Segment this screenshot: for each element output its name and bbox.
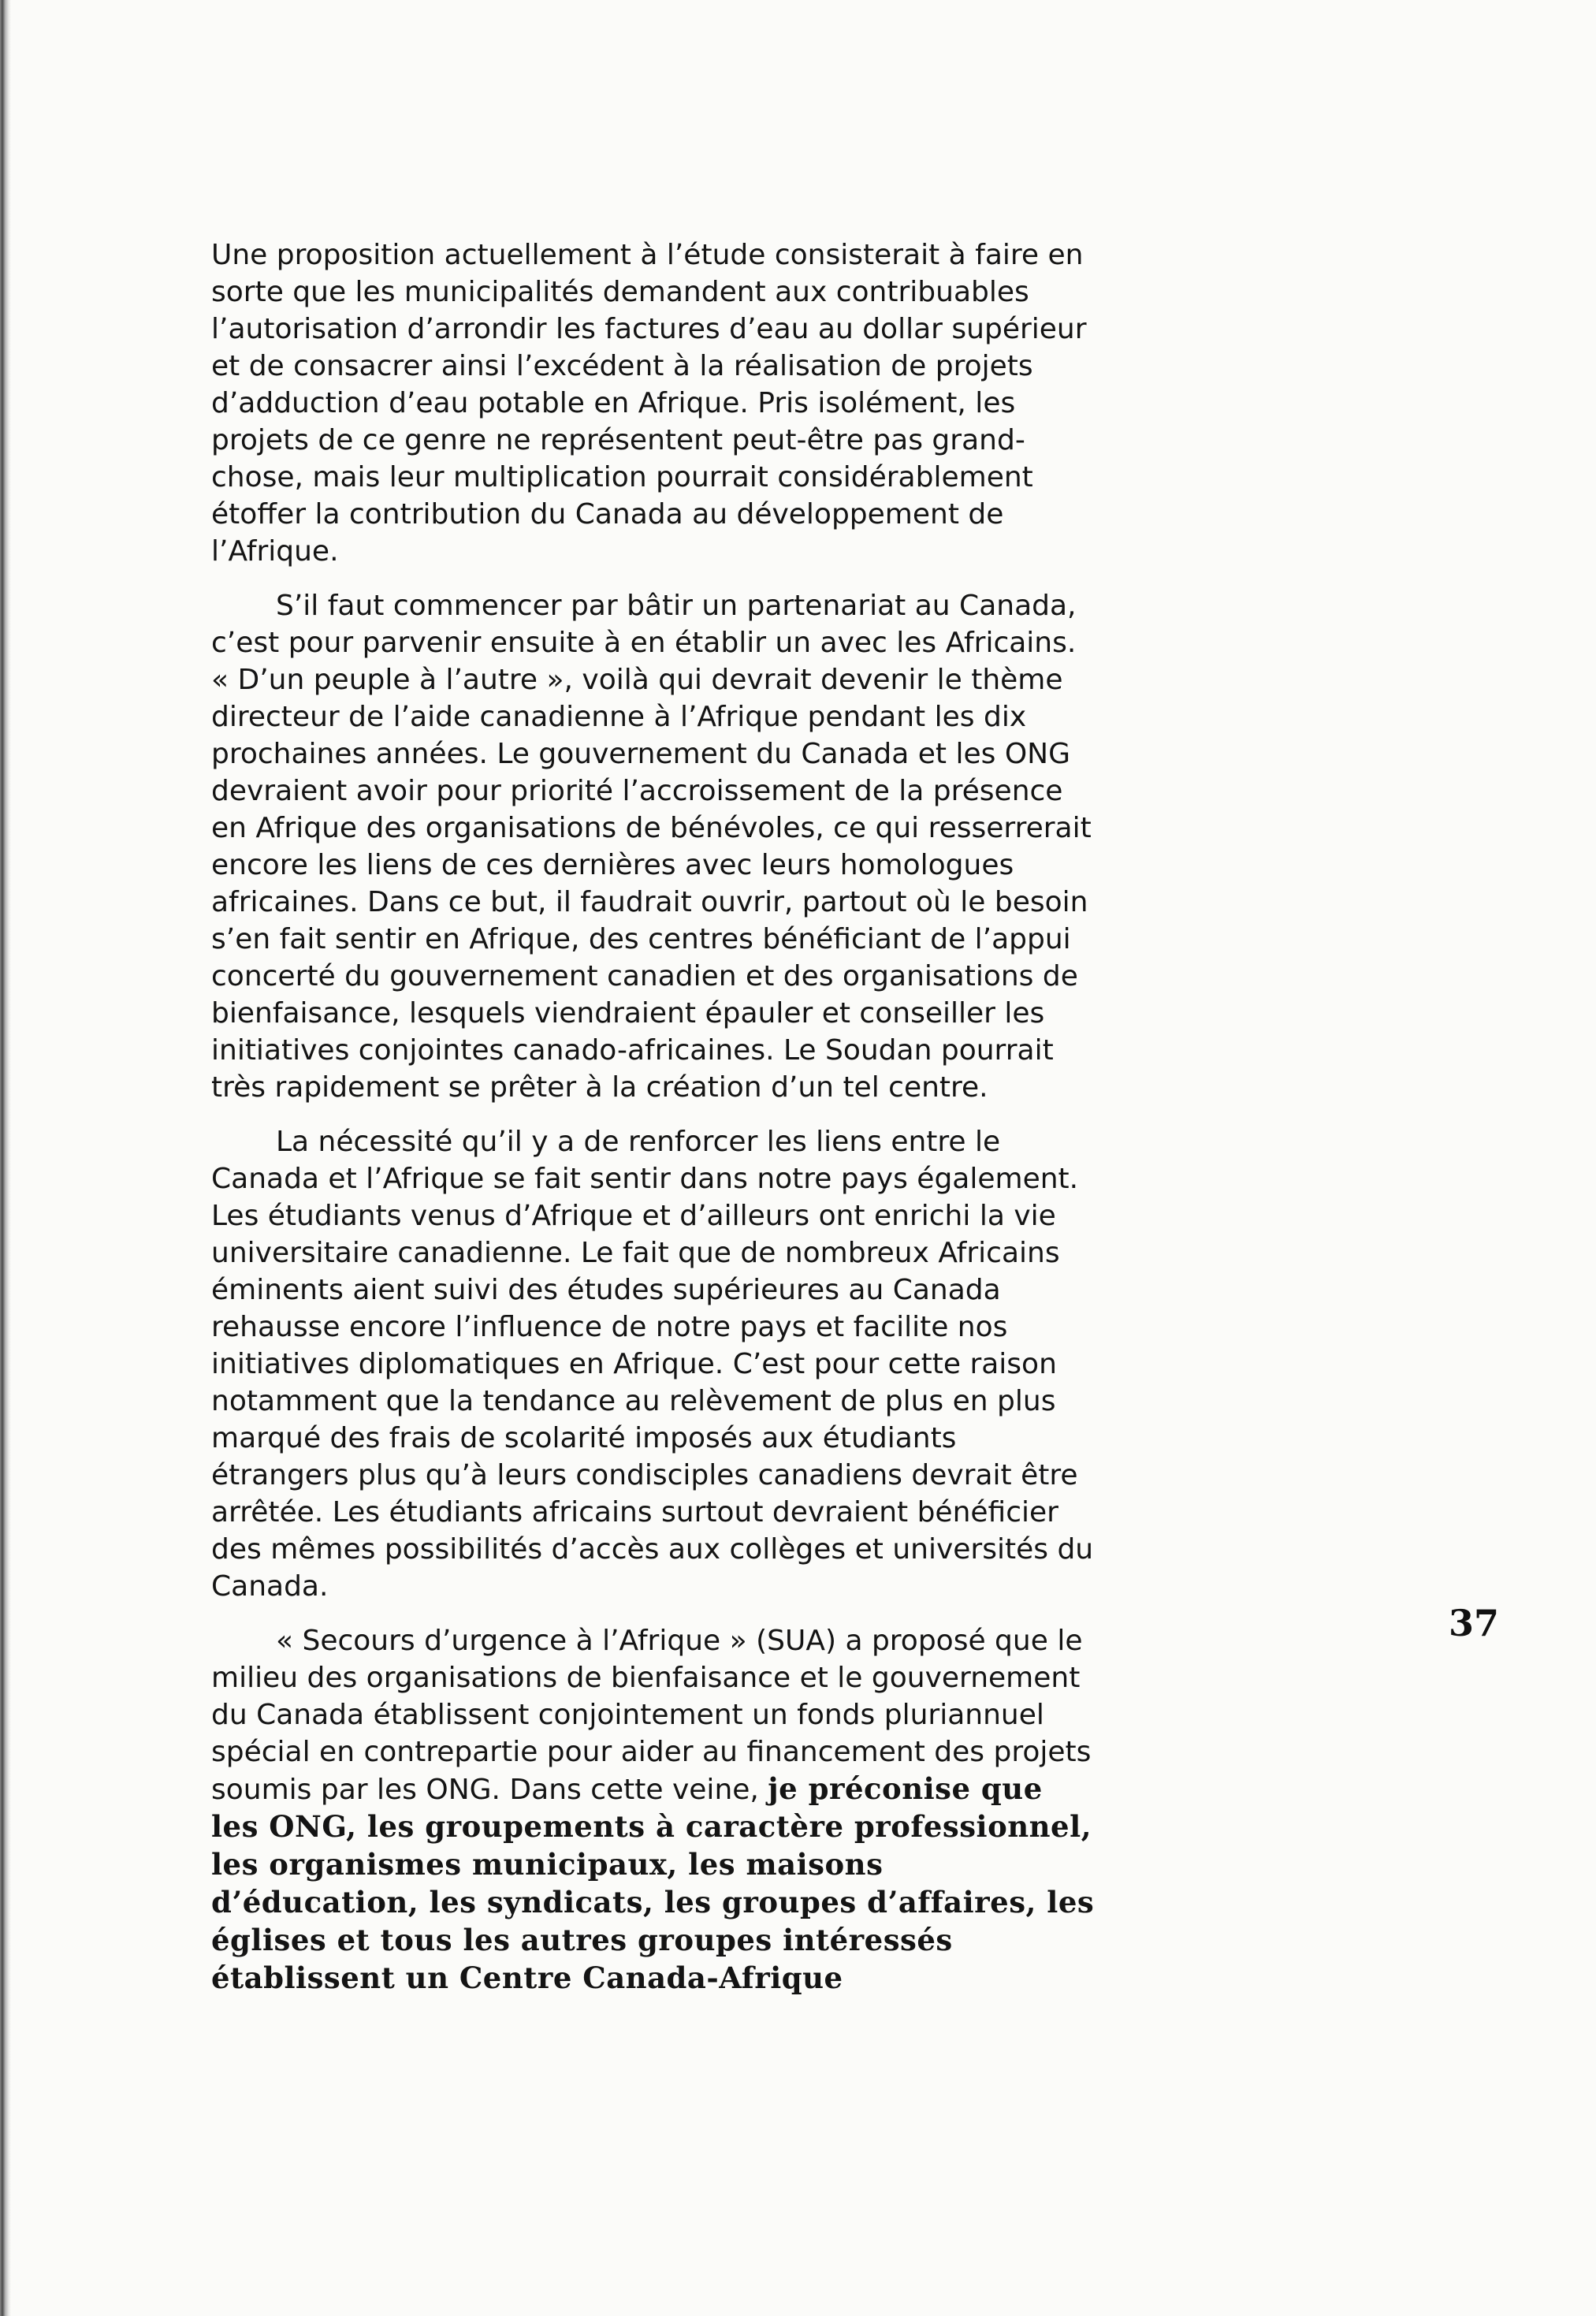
paragraph-3: La nécessité qu’il y a de renforcer les liens entre le Canada et l’Afrique se fait sentir dans notre pays également. Les étudiants venus d’Afrique et d’ailleurs ont enrichi la vie universitaire canadienne. Le fait que de nombreux Africains éminents aient suivi des études supérieures au Canada rehausse encore l’influence de notre pays et facilite nos initiatives diplomatiques en Afrique. C’est pour cette raison notamment que la tendance au relèvement de plus en plus marqué des frais de scolarité imposés aux étudiants étrangers plus qu’à leurs condisciples canadiens devrait être arrêtée. Les étudiants africains surtout devraient bénéficier des mêmes possibilités d’accès aux collèges et universités du Canada. — [211, 1126, 1094, 1603]
paragraph-4-text: « Secours d’urgence à l’Afrique » (SUA) a proposé que le milieu des organisations de bienfaisance et le gouvernement du Canada établissent conjointement un fonds pluriannuel spécial en contrepartie pour aider au financement des projets soumis par les ONG. Dans cette veine, — [211, 1625, 1092, 1806]
body-text — [211, 236, 1097, 2015]
page-number: 37 — [1449, 1602, 1500, 1644]
paragraph-1: Une proposition actuellement à l’étude consisterait à faire en sorte que les municipalités demandent aux contribuables l’autorisation d’arrondir les factures d’eau au dollar supérieur et de consacrer ainsi l’excédent à la réalisation de projets d’adduction d’eau potable en Afrique. Pris isolément, les projets de ce genre ne représentent peut-être pas grand-chose, mais leur multiplication pourrait considérablement étoffer la contribution du Canada au développement de l’Afrique. — [211, 239, 1087, 568]
recommendation-bold-text: je préconise que les ONG, les groupements à caractère professionnel, les organismes municipaux, les maisons d’éducation, les syndicats, les groupes d’affaires, les églises et tous les autres groupes intéressés établissent un Centre Canada-Afrique — [211, 1771, 1095, 1995]
paragraph-2: S’il faut commencer par bâtir un partenariat au Canada, c’est pour parvenir ensuite à en établir un avec les Africains. « D’un peuple à l’autre », voilà qui devrait devenir le thème directeur de l’aide canadienne à l’Afrique pendant les dix prochaines années. Le gouvernement du Canada et les ONG devraient avoir pour priorité l’accroissement de la présence en Afrique des organisations de bénévoles, ce qui resserrerait encore les liens de ces dernières avec leurs homologues africaines. Dans ce but, il faudrait ouvrir, partout où le besoin s’en fait sentir en Afrique, des centres bénéficiant de l’appui concerté du gouvernement canadien et des organisations de bienfaisance, lesquels viendraient épauler et conseiller les initiatives conjointes canado-africaines. Le Soudan pourrait très rapidement se prêter à la création d’un tel centre. — [211, 590, 1092, 1104]
paragraph-4 — [211, 1622, 1097, 1998]
page-binding-edge — [0, 0, 11, 2316]
